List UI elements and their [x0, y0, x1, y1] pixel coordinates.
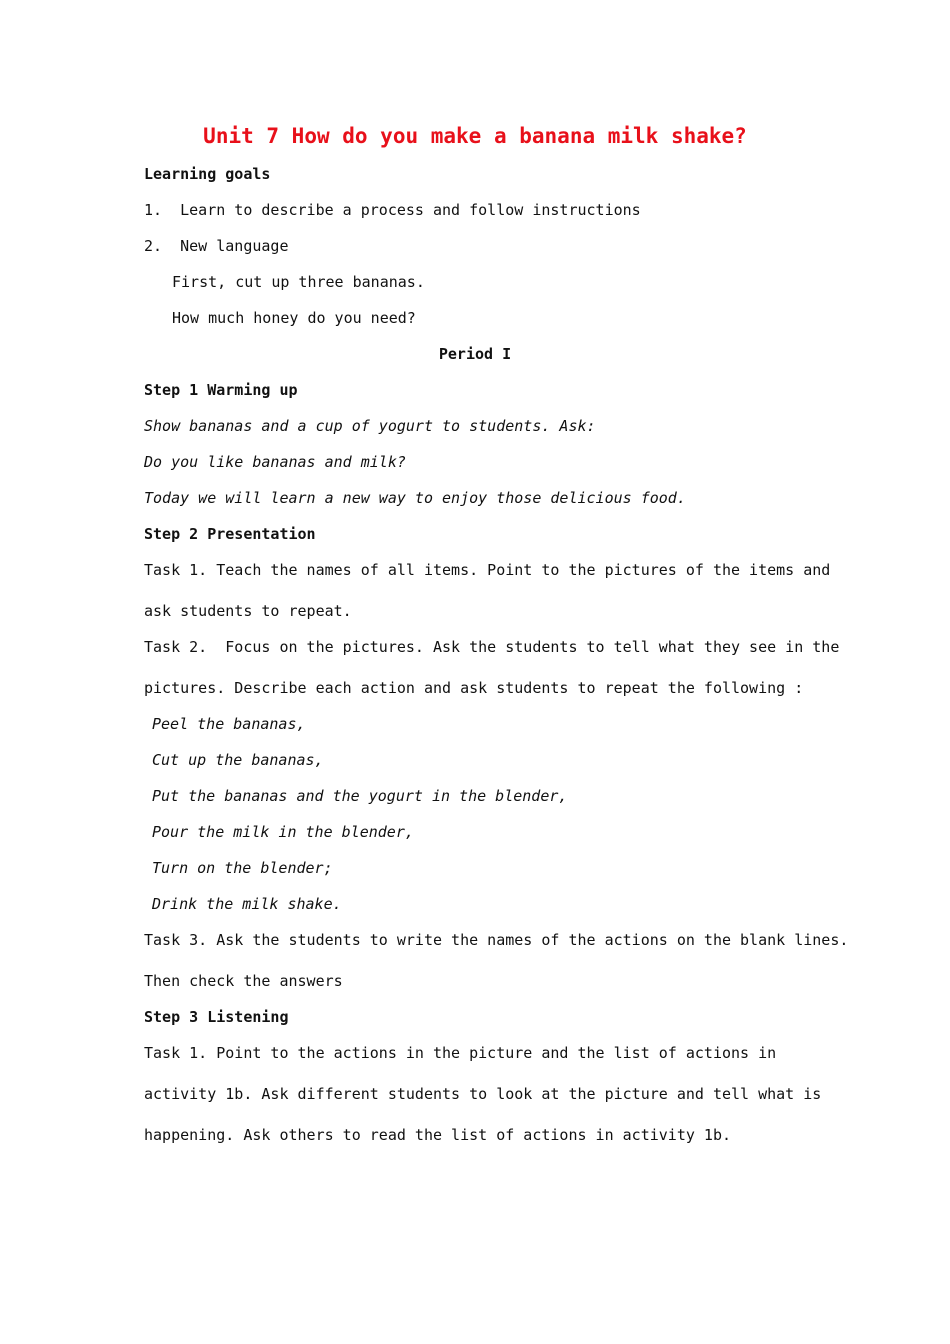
step2-task1-line: ask students to repeat. — [144, 602, 352, 620]
action-item: Pour the milk in the blender, — [152, 823, 414, 841]
action-item: Put the bananas and the yogurt in the blender, — [152, 787, 568, 805]
action-item: Turn on the blender; — [152, 859, 333, 877]
step2-heading: Step 2 Presentation — [144, 525, 316, 543]
goal-item: 2. New language — [144, 237, 289, 255]
step1-line: Today we will learn a new way to enjoy those delicious food. — [144, 489, 686, 507]
step1-line: Do you like bananas and milk? — [144, 453, 406, 471]
step1-line: Show bananas and a cup of yogurt to students. Ask: — [144, 417, 596, 435]
step1-heading: Step 1 Warming up — [144, 381, 298, 399]
step2-task3-line: Task 3. Ask the students to write the names of the actions on the blank lines. — [144, 931, 849, 949]
example-sentence: How much honey do you need? — [172, 309, 416, 327]
step2-task2-line: Task 2. Focus on the pictures. Ask the students to tell what they see in the — [144, 638, 840, 656]
step3-task1-line: happening. Ask others to read the list of actions in activity 1b. — [144, 1126, 731, 1144]
step2-task2-line: pictures. Describe each action and ask students to repeat the following : — [144, 679, 804, 697]
learning-goals-heading: Learning goals — [144, 165, 271, 183]
goal-item: 1. Learn to describe a process and follow instructions — [144, 201, 641, 219]
example-sentence: First, cut up three bananas. — [172, 273, 425, 291]
step3-task1-line: activity 1b. Ask different students to look at the picture and tell what is — [144, 1085, 822, 1103]
action-item: Drink the milk shake. — [152, 895, 342, 913]
step2-task3-line: Then check the answers — [144, 972, 343, 990]
action-item: Peel the bananas, — [152, 715, 306, 733]
period-heading: Period I — [438, 345, 512, 363]
step3-heading: Step 3 Listening — [144, 1008, 289, 1026]
step2-task1-line: Task 1. Teach the names of all items. Point to the pictures of the items and — [144, 561, 831, 579]
step3-task1-line: Task 1. Point to the actions in the picture and the list of actions in — [144, 1044, 777, 1062]
action-item: Cut up the bananas, — [152, 751, 324, 769]
document-title: Unit 7 How do you make a banana milk shake? — [203, 124, 747, 148]
